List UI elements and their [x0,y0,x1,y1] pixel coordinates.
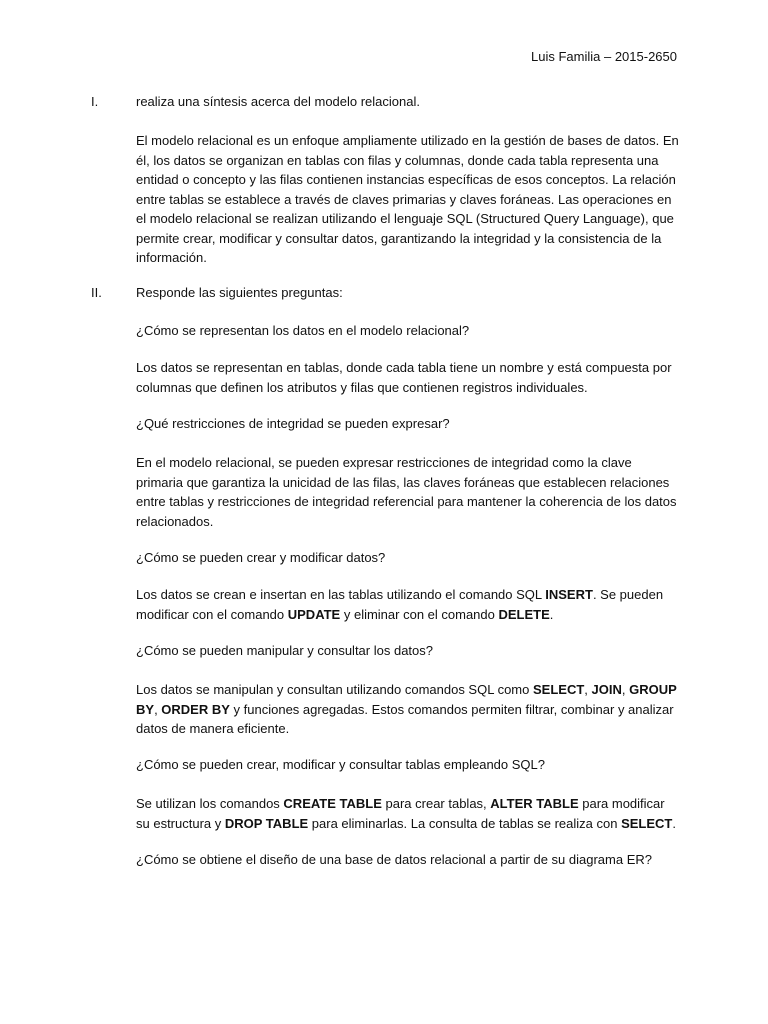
sql-keyword: ORDER BY [161,701,230,717]
question-1: ¿Cómo se representan los datos en el modelo relacional? [136,323,470,338]
sql-keyword: UPDATE [287,606,341,622]
answer-5: Se utilizan los comandos CREATE TABLE para crear tablas, ALTER TABLE para modificar su estructura y DROP TABLE para eliminarlas. La consulta de tablas se realiza con SELECT. [136,796,677,831]
question-2: ¿Qué restricciones de integridad se pueden expresar? [136,416,450,431]
sql-keyword: ALTER TABLE [490,796,579,811]
sql-keyword: JOIN [591,682,622,697]
question-5: ¿Cómo se pueden crear, modificar y consultar tablas empleando SQL? [136,757,545,772]
sql-keyword: DROP TABLE [224,815,309,831]
section-1-number: I. [91,94,99,109]
answer-2: En el modelo relacional, se pueden expresar restricciones de integridad como la clave primaria que garantiza la unicidad de las filas, las claves foráneas que establecen relaciones entre tablas y restricciones de integridad referencial para mantener la coherencia de los datos relacionados. [136,455,677,529]
section-1-heading: realiza una síntesis acerca del modelo relacional. [136,94,420,109]
section-2-number: II. [91,285,102,300]
sql-keyword: CREATE TABLE [283,796,382,811]
sql-keyword: SELECT [532,682,585,697]
sql-keyword: INSERT [545,587,593,602]
question-6: ¿Cómo se obtiene el diseño de una base de datos relacional a partir de su diagrama ER? [136,852,652,867]
question-3: ¿Cómo se pueden crear y modificar datos? [136,550,386,565]
answer-4: Los datos se manipulan y consultan utilizando comandos SQL como SELECT, JOIN, GROUP BY, ORDER BY y funciones agregadas. Estos comandos permiten filtrar, combinar y analizar datos de manera eficiente. [136,682,677,736]
answer-1: Los datos se representan en tablas, donde cada tabla tiene un nombre y está compuesta por columnas que definen los atributos y filas que contienen registros individuales. [136,360,672,395]
section-1-body: El modelo relacional es un enfoque ampliamente utilizado en la gestión de bases de datos. En él, los datos se organizan en tablas con filas y columnas, donde cada tabla representa una entidad o concepto y las filas contienen instancias específicas de esos conceptos. La relación entre tablas se establece a través de claves primarias y claves foráneas. Las operaciones en el modelo relacional se realizan utilizando el lenguaje SQL (Structured Query Language), que permite crear, modificar y consultar datos, garantizando la integridad y la consistencia de la información. [136,133,679,265]
sql-keyword: DELETE [498,606,550,622]
section-2-heading: Responde las siguientes preguntas: [136,285,343,300]
sql-keyword: SELECT [621,815,673,831]
question-4: ¿Cómo se pueden manipular y consultar los datos? [136,643,433,658]
answer-3: Los datos se crean e insertan en las tablas utilizando el comando SQL INSERT. Se pueden modificar con el comando UPDATE y eliminar con el comando DELETE. [136,587,664,622]
author-header: Luis Familia – 2015-2650 [531,49,677,64]
sql-keyword: GROUP BY [136,682,677,717]
